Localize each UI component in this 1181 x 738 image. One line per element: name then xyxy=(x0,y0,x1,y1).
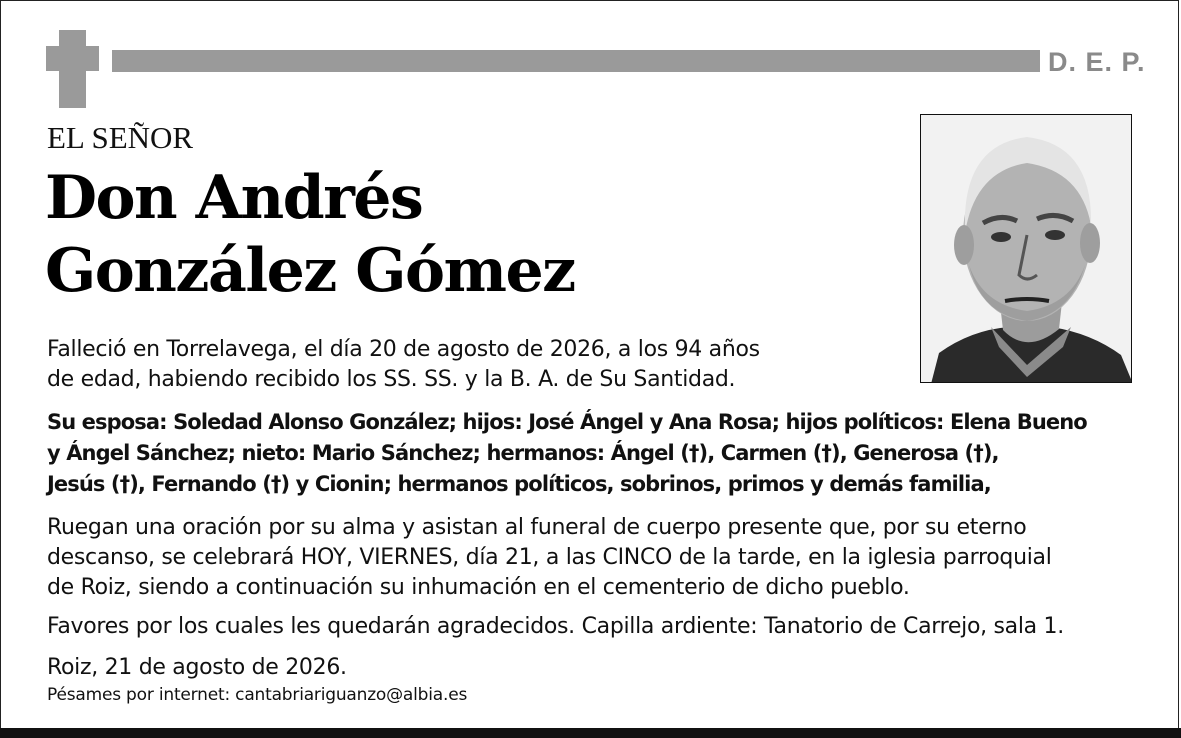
favors-text: Favores por los cuales les quedarán agradecidos. Capilla ardiente: Tanatorio de Carrejo, sala 1. xyxy=(47,614,1064,639)
condolences-line: Pésames por internet: cantabriariguanzo@albia.es xyxy=(47,685,468,705)
bottom-border xyxy=(0,728,1181,738)
funeral-line-1: Ruegan una oración por su alma y asistan al funeral de cuerpo presente que, por su eterno xyxy=(47,515,1027,540)
family-list xyxy=(47,407,1147,500)
family-line-1: Su esposa: Soledad Alonso González; hijos: José Ángel y Ana Rosa; hijos políticos: Elena Bueno xyxy=(47,410,1087,434)
portrait-image xyxy=(921,115,1132,383)
portrait-photo xyxy=(920,114,1132,383)
name-line-1: Don Andrés xyxy=(45,163,423,233)
death-notice xyxy=(47,335,907,395)
death-line-1: Falleció en Torrelavega, el día 20 de agosto de 2026, a los 94 años xyxy=(47,337,760,362)
name-line-2: González Gómez xyxy=(45,236,575,306)
cross-icon-arm xyxy=(46,46,99,71)
title-prefix: EL SEÑOR xyxy=(47,120,194,155)
funeral-notice xyxy=(47,513,1147,603)
funeral-line-2: descanso, se celebrará HOY, VIERNES, día 21, a las CINCO de la tarde, en la iglesia parroquial xyxy=(47,545,1052,570)
header-rule xyxy=(112,50,1040,72)
deceased-name xyxy=(45,162,575,308)
dep-label: D. E. P. xyxy=(1048,47,1146,77)
family-line-2: y Ángel Sánchez; nieto: Mario Sánchez; hermanos: Ángel (†), Carmen (†), Generosa (†), xyxy=(47,441,999,465)
family-line-3: Jesús (†), Fernando (†) y Cionin; hermanos políticos, sobrinos, primos y demás familia, xyxy=(47,472,991,496)
place-date: Roiz, 21 de agosto de 2026. xyxy=(47,655,347,680)
death-line-2: de edad, habiendo recibido los SS. SS. y la B. A. de Su Santidad. xyxy=(47,367,736,392)
funeral-line-3: de Roiz, siendo a continuación su inhumación en el cementerio de dicho pueblo. xyxy=(47,575,910,600)
